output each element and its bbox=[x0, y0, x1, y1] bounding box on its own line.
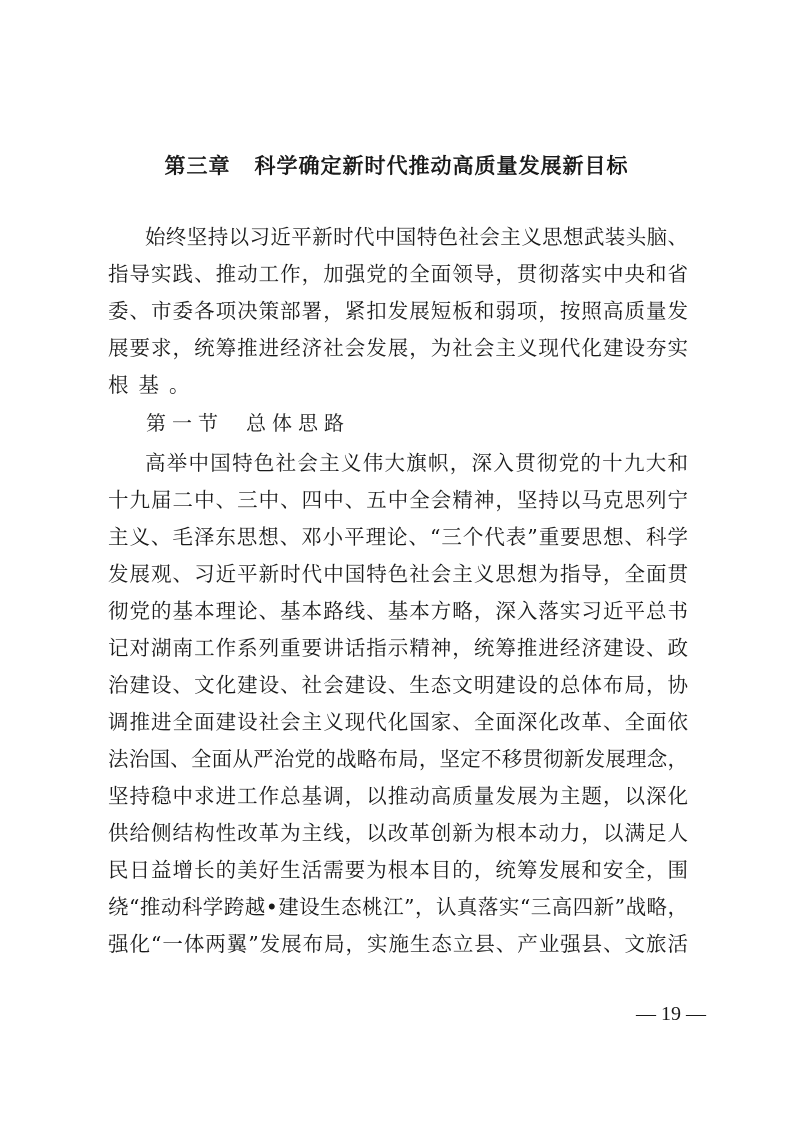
paragraph-line: 委、市委各项决策部署，紧扣发展短板和弱项，按照高质量发 bbox=[108, 299, 688, 323]
section-title: 总体思路 bbox=[246, 411, 350, 435]
paragraph-line: 坚持稳中求进工作总基调，以推动高质量发展为主题，以深化 bbox=[108, 784, 688, 808]
paragraph-line: 治建设、文化建设、社会建设、生态文明建设的总体布局，协 bbox=[108, 673, 688, 697]
page-number: — 19 — bbox=[636, 1003, 706, 1025]
paragraph-line: 主义、毛泽东思想、邓小平理论、“三个代表”重要思想、科学 bbox=[108, 525, 688, 549]
paragraph-line: 根基。 bbox=[108, 373, 200, 397]
chapter-number: 第三章 bbox=[164, 154, 231, 178]
section-number: 第一节 bbox=[146, 411, 224, 435]
paragraph-line: 高举中国特色社会主义伟大旗帜，深入贯彻党的十九大和 bbox=[145, 451, 688, 475]
paragraph-line: 法治国、全面从严治党的战略布局，坚定不移贯彻新发展理念， bbox=[108, 747, 688, 771]
paragraph-line: 强化“一体两翼”发展布局，实施生态立县、产业强县、文旅活 bbox=[108, 932, 688, 956]
section-heading bbox=[146, 408, 350, 438]
paragraph-line: 发展观、习近平新时代中国特色社会主义思想为指导，全面贯 bbox=[108, 562, 688, 586]
paragraph-line: 民日益增长的美好生活需要为根本目的，统筹发展和安全，围 bbox=[108, 858, 688, 882]
paragraph-line: 彻党的基本理论、基本路线、基本方略，深入落实习近平总书 bbox=[108, 599, 688, 623]
paragraph-line: 供给侧结构性改革为主线，以改革创新为根本动力，以满足人 bbox=[108, 821, 688, 845]
paragraph-line: 调推进全面建设社会主义现代化国家、全面深化改革、全面依 bbox=[108, 710, 688, 734]
paragraph-line: 绕“推动科学跨越•建设生态桃江”，认真落实“三高四新”战略， bbox=[108, 895, 688, 919]
paragraph-line: 记对湖南工作系列重要讲话指示精神，统筹推进经济建设、政 bbox=[108, 636, 688, 660]
paragraph-line: 十九届二中、三中、四中、五中全会精神，坚持以马克思列宁 bbox=[108, 488, 688, 512]
paragraph-line: 展要求，统筹推进经济社会发展，为社会主义现代化建设夯实 bbox=[108, 336, 688, 360]
chapter-title bbox=[0, 150, 793, 180]
paragraph-line: 指导实践、推动工作，加强党的全面领导，贯彻落实中央和省 bbox=[108, 262, 688, 286]
paragraph-line: 始终坚持以习近平新时代中国特色社会主义思想武装头脑、 bbox=[145, 225, 688, 249]
chapter-title-text: 科学确定新时代推动高质量发展新目标 bbox=[254, 154, 629, 178]
